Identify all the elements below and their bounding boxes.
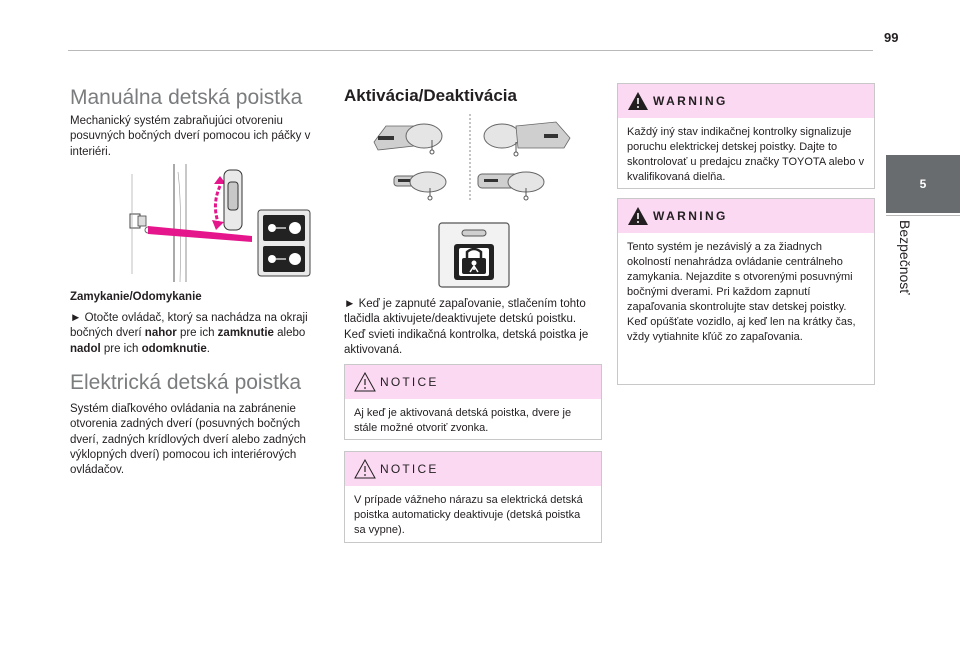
lock-unlock-text [70, 311, 320, 357]
lock-text-part: pre ich [100, 342, 142, 355]
lock-text-part: alebo [273, 327, 306, 340]
activation-text: ► Keď je zapnuté zapaľovanie, stlačením tohto tlačidla aktivujete/deaktivujete detskú poistku. Keď svieti indikačná kontrolka, detská poistka je aktivovaná. [344, 298, 589, 356]
door-diagram-2 [484, 122, 570, 156]
side-rule [886, 215, 960, 216]
notice-label-1: NOTICE [380, 375, 439, 389]
chapter-tab[interactable] [886, 155, 960, 213]
warning-triangle-icon [354, 459, 376, 479]
unlock-word: odomknutie [141, 342, 207, 355]
warning-header-2 [618, 199, 874, 233]
lock-text-part: pre ich [176, 327, 218, 340]
warning-triangle-icon [627, 91, 649, 111]
warning-triangle-icon [354, 372, 376, 392]
chapter-label-container [897, 220, 917, 330]
electric-lock-text: Systém diaľkového ovládania na zabránenie otvorenia zadných dverí (posuvných bočných dverí, zadných krídlových dverí alebo zadných výklopných dverí) pomocou ich interiérových ovládačov. [70, 403, 306, 477]
warning-box-1 [617, 83, 875, 189]
header-rule [68, 50, 873, 51]
notice-label-2: NOTICE [380, 462, 439, 476]
warning-label-2: WARNING [653, 209, 728, 223]
manual-lock-title: Manuálna detská poistka [70, 86, 303, 109]
notice-header-1 [345, 365, 601, 399]
warning-label-1: WARNING [653, 94, 728, 108]
lock-text-part: . [206, 342, 210, 355]
door-diagram-1 [374, 124, 442, 154]
notice-text-1: Aj keď je aktivovaná detská poistka, dvere je stále možné otvoriť zvonka. [354, 407, 572, 434]
warning-header-1 [618, 84, 874, 118]
warning-text-1: Každý iný stav indikačnej kontrolky signalizuje poruchu elektrickej detskej poistky. Dajte to skontrolovať u predajcu značky TOYOTA alebo v kvalifikovaná dielňa. [627, 126, 865, 183]
door-diagram-4 [478, 172, 544, 200]
activation-title: Aktivácia/Deaktivácia [344, 86, 517, 105]
lock-text-part: ► Otočte ovládač, ktorý sa nachádza na okraji bočných dverí [70, 312, 308, 340]
lock-down-word: nadol [70, 342, 101, 355]
notice-header-2 [345, 452, 601, 486]
chapter-label: Bezpečnosť [897, 220, 913, 295]
door-lock-diagrams [366, 112, 582, 204]
lock-up-word: nahor [144, 327, 177, 340]
notice-text-2: V prípade vážneho nárazu sa elektrická detská poistka automaticky deaktivuje (detská poistka sa vypne). [354, 494, 583, 536]
manual-lock-intro: Mechanický systém zabraňujúci otvoreniu posuvných bočných dverí pomocou ich páčky v interiéri. [70, 115, 311, 158]
warning-box-2 [617, 198, 875, 385]
lock-word: zamknutie [217, 327, 274, 340]
page-number: 99 [884, 30, 899, 45]
lock-unlock-subheading: Zamykanie/Odomykanie [70, 291, 202, 303]
warning-text-2: Tento systém je nezávislý a za žiadnych okolností nenahrádza ovládanie centrálneho zamykania. Nejazdite s otvorenými posuvnými bočnými dverami. Pri každom zapnutí zapaľovania skontrolujte stav detskej poistky. Keď opúšťate vozidlo, aj keď len na krátky čas, vždy vytiahnite kľúč zo zapaľovania. [627, 241, 856, 343]
notice-box-2 [344, 451, 602, 543]
notice-box-1 [344, 364, 602, 440]
door-diagram-3 [394, 172, 446, 200]
child-lock-button[interactable] [438, 222, 510, 288]
chapter-number: 5 [919, 177, 927, 191]
manual-lock-illustration [112, 164, 318, 282]
electric-lock-title: Elektrická detská poistka [70, 371, 302, 394]
warning-triangle-icon [627, 206, 649, 226]
